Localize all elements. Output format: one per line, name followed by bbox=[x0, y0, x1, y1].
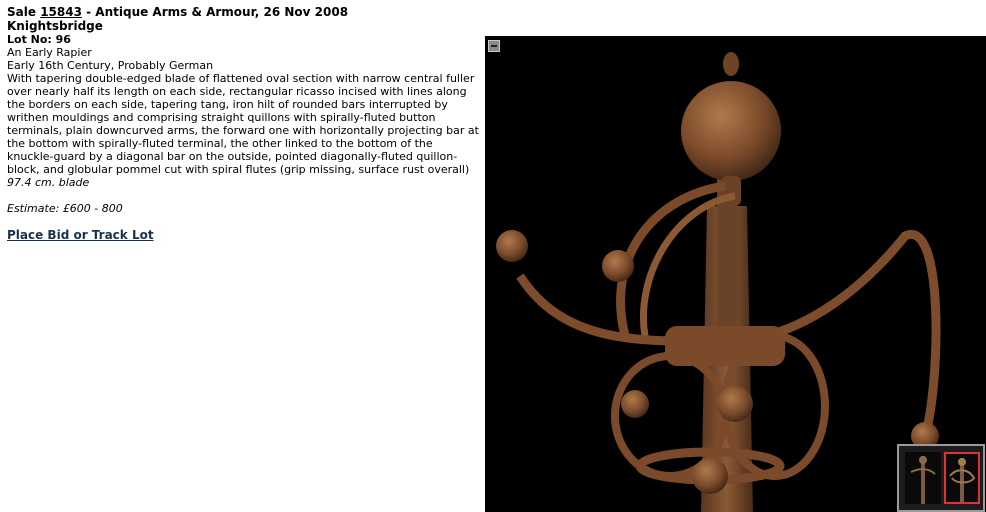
thumbnail-2-selected[interactable] bbox=[944, 452, 980, 504]
minus-icon[interactable] bbox=[488, 40, 500, 52]
lot-number: Lot No: 96 bbox=[7, 33, 71, 46]
rapier-hilt-photo bbox=[485, 36, 986, 512]
sale-number-link[interactable]: 15843 bbox=[40, 5, 82, 19]
lot-details bbox=[7, 5, 479, 243]
item-title: An Early Rapier bbox=[7, 46, 92, 59]
item-description: With tapering double-edged blade of flattened oval section with narrow central fuller over nearly half its length on each side, rectangular ricasso incised with lines along the borders on each side, tapering tang, iron hilt of rounded bars interrupted by writhen mouldings and comprising straight quillons with spirally-fluted button terminals, plain downcurved arms, the forward one with horizontally projecting bar at the bottom with spirally-fluted terminal, the other linked to the bottom of the knuckle-guard by a diagonal bar on the outside, pointed diagonally-fluted quillon-block, and globular pommel cut with spiral flutes (grip missing, surface rust overall) bbox=[7, 72, 479, 176]
sale-title: Antique Arms & Armour, 26 Nov 2008 bbox=[95, 5, 349, 19]
thumbnail-1[interactable] bbox=[905, 452, 941, 504]
sale-heading bbox=[7, 5, 479, 19]
item-period: Early 16th Century, Probably German bbox=[7, 59, 214, 72]
image-viewer[interactable] bbox=[485, 36, 986, 512]
sale-separator: - bbox=[86, 5, 92, 19]
sale-location: Knightsbridge bbox=[7, 19, 103, 33]
sale-prefix: Sale bbox=[7, 5, 36, 19]
estimate: Estimate: £600 - 800 bbox=[7, 202, 123, 215]
thumbnail-strip bbox=[897, 444, 985, 512]
blade-length: 97.4 cm. blade bbox=[7, 176, 90, 189]
place-bid-link[interactable]: Place Bid or Track Lot bbox=[7, 228, 154, 242]
